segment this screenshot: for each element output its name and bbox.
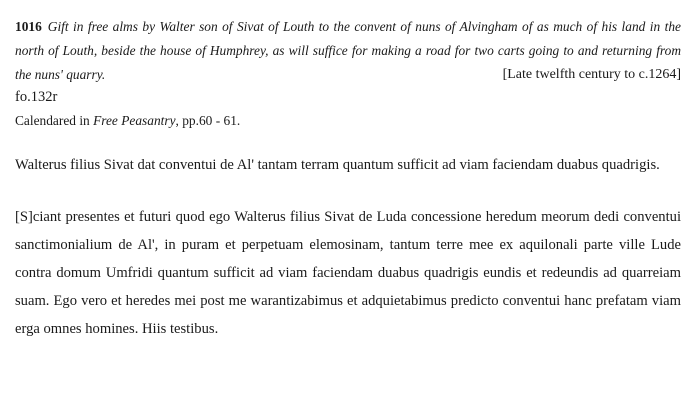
calendar-reference [15, 111, 681, 131]
document-page [15, 15, 681, 343]
calendar-title: Free Peasantry [93, 113, 176, 128]
charter-text: [S]ciant presentes et futuri quod ego Walterus filius Sivat de Luda concessione heredum meorum dedi conventui sanctimonialium de Al', in puram et perpetuam elemosinam, tantum terre mee ex aquilonali parte ville Lude contra domum Umfridi quantum sufficit ad viam faciendam duabus quadrigis eundis et redeundis ad quarreiam suam. Ego vero et heredes mei post me warantizabimus et adquietabimus predicto conventui hanc prefatam viam erga omnes homines. Hiis testibus. [15, 209, 681, 337]
folio-reference: fo.132r [15, 89, 58, 105]
entry-summary: Gift in free alms by Walter son of Sivat of Louth to the convent of nuns of Alvingham of as much of his land in the north of Louth, beside the house of Humphrey, as will suffice for making a road for two carts going to and returning from the nuns' quarry. [15, 19, 681, 82]
calendar-prefix: Calendared in [15, 113, 94, 128]
entry-date: [Late twelfth century to c.1264] [502, 67, 681, 82]
entry-number: 1016 [15, 19, 42, 34]
calendar-suffix: , pp.60 - 61. [175, 113, 241, 128]
latin-abstract: Walterus filius Sivat dat conventui de Al' tantam terram quantum sufficit ad viam faciendam duabus quadrigis. [15, 157, 660, 173]
entry-summary-paragraph [15, 15, 681, 87]
